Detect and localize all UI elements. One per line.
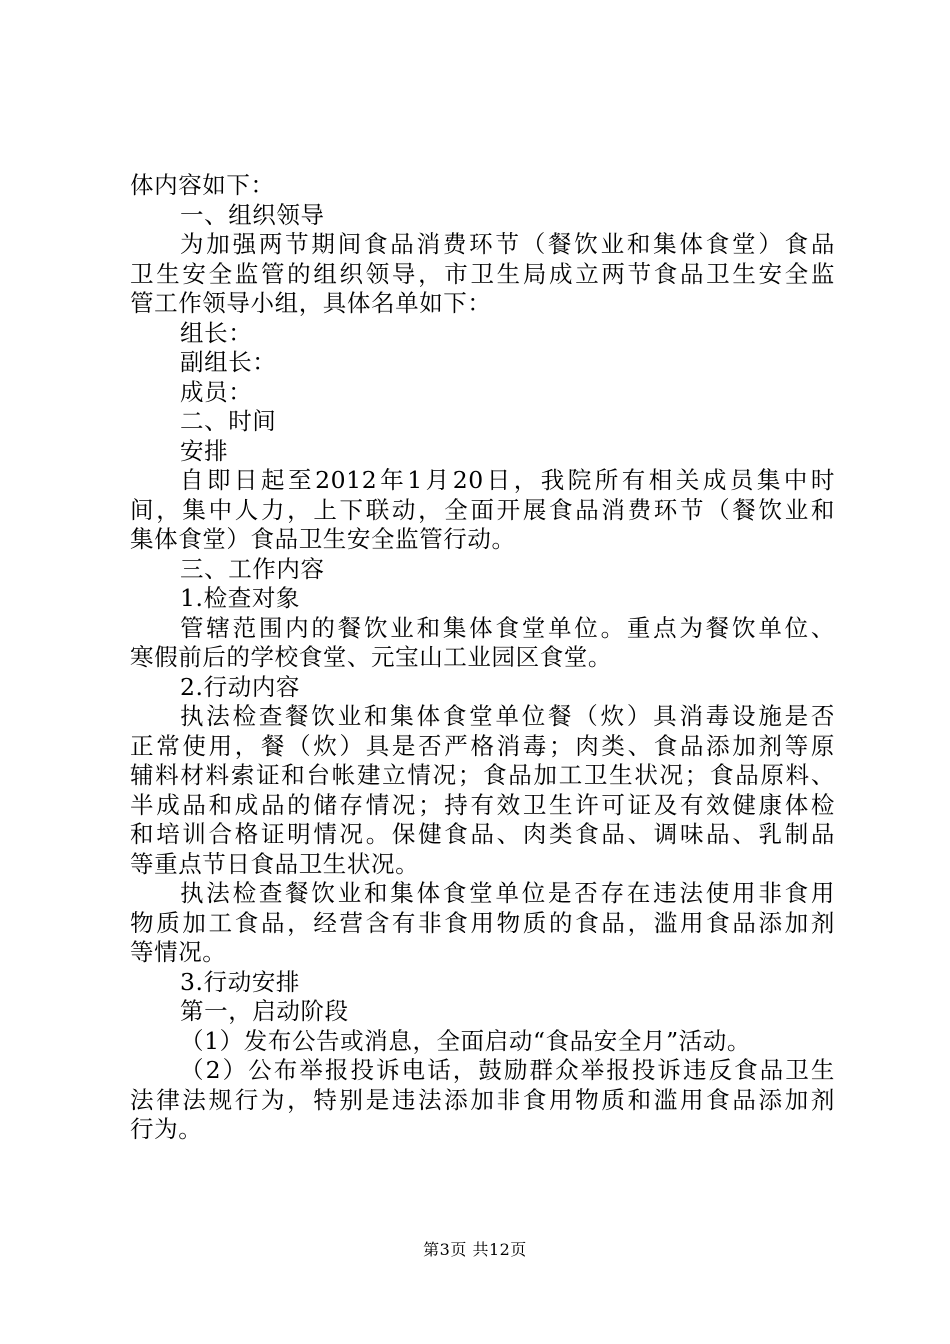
text-line: 管工作领导小组，具体名单如下： — [130, 289, 492, 317]
text-line: 辅料材料索证和台帐建立情况；食品加工卫生状况；食品原料、 — [130, 761, 835, 789]
section-heading: 二、时间 — [180, 407, 277, 435]
page-number-footer: 第3页 共12页 — [423, 1240, 527, 1259]
text-line: 体内容如下： — [130, 171, 275, 199]
text-line: 卫生安全监管的组织领导，市卫生局成立两节食品卫生安全监 — [130, 259, 835, 288]
section-heading: 一、组织领导 — [180, 200, 325, 229]
text-line: 执法检查餐饮业和集体食堂单位餐（炊）具消毒设施是否 — [180, 702, 835, 730]
subsection-heading: 1.检查对象 — [180, 584, 301, 612]
text-line: 集体食堂）食品卫生安全监管行动。 — [130, 525, 516, 553]
text-line: 法律法规行为，特别是违法添加非食用物质和滥用食品添加剂 — [130, 1085, 835, 1114]
subsection-heading: 2.行动内容 — [180, 672, 301, 701]
text-line: 成员： — [180, 377, 253, 406]
text-line: 和培训合格证明情况。保健食品、肉类食品、调味品、乳制品 — [130, 820, 835, 848]
text-line: （1）发布公告或消息，全面启动“食品安全月”活动。 — [180, 1026, 751, 1055]
text-line: 组长： — [180, 318, 253, 347]
subsection-heading: 3.行动安排 — [180, 967, 301, 996]
text-line: 半成品和成品的储存情况；持有效卫生许可证及有效健康体检 — [130, 790, 835, 819]
section-heading: 三、工作内容 — [180, 554, 325, 583]
text-line: 第一，启动阶段 — [180, 997, 349, 1025]
text-line: 执法检查餐饮业和集体食堂单位是否存在违法使用非食用 — [180, 879, 835, 907]
text-line: 为加强两节期间食品消费环节（餐饮业和集体食堂）食品 — [180, 230, 835, 258]
text-line: 副组长： — [180, 348, 277, 376]
text-line: 自即日起至2012年1月20日，我院所有相关成员集中时 — [180, 466, 835, 494]
text-line: 寒假前后的学校食堂、元宝山工业园区食堂。 — [130, 643, 612, 671]
text-line: 管辖范围内的餐饮业和集体食堂单位。重点为餐饮单位、 — [180, 613, 835, 642]
text-line: 行为。 — [130, 1115, 203, 1143]
text-line: 安排 — [180, 436, 229, 465]
text-line: （2）公布举报投诉电话，鼓励群众举报投诉违反食品卫生 — [180, 1056, 835, 1084]
document-body — [130, 171, 835, 1145]
text-line: 正常使用，餐（炊）具是否严格消毒；肉类、食品添加剂等原 — [130, 731, 835, 760]
text-line: 物质加工食品，经营含有非食用物质的食品，滥用食品添加剂 — [130, 908, 835, 937]
text-line: 间，集中人力，上下联动，全面开展食品消费环节（餐饮业和 — [130, 495, 835, 524]
text-line: 等重点节日食品卫生状况。 — [130, 849, 420, 878]
text-line: 等情况。 — [130, 938, 227, 966]
